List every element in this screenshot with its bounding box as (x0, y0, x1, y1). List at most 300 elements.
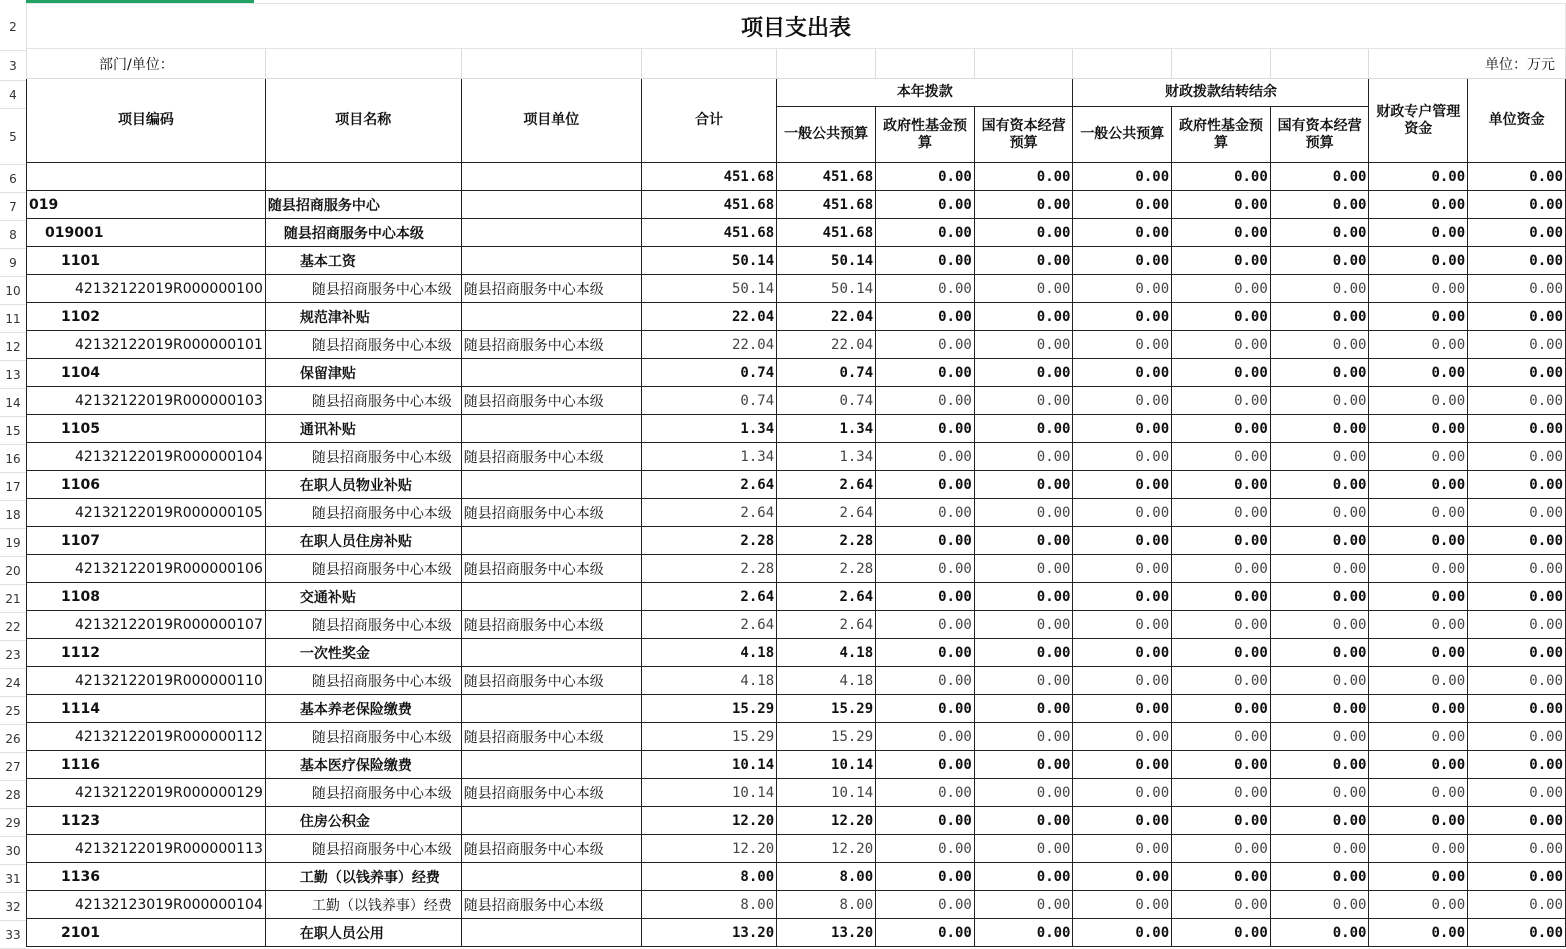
amount-cell[interactable]: 0.00 (1172, 443, 1271, 471)
code-cell[interactable]: 1116 (27, 751, 266, 779)
name-cell[interactable]: 随县招商服务中心本级 (265, 499, 461, 527)
amount-cell[interactable]: 0.00 (1073, 359, 1172, 387)
cell[interactable] (1270, 49, 1369, 79)
amount-cell[interactable]: 0.00 (1369, 723, 1468, 751)
amount-cell[interactable]: 2.64 (777, 499, 876, 527)
amount-cell[interactable]: 0.00 (974, 499, 1073, 527)
unit-cell[interactable] (461, 359, 641, 387)
unit-cell[interactable] (461, 415, 641, 443)
amount-cell[interactable]: 0.00 (1468, 387, 1566, 415)
amount-cell[interactable]: 0.00 (1172, 835, 1271, 863)
row-number[interactable]: 13 (0, 361, 26, 389)
amount-cell[interactable]: 0.00 (974, 443, 1073, 471)
code-cell[interactable]: 42132122019R000000110 (27, 667, 266, 695)
header-g1-fund-budget[interactable]: 政府性基金预算 (876, 107, 975, 163)
amount-cell[interactable]: 8.00 (777, 891, 876, 919)
unit-cell[interactable] (461, 191, 641, 219)
spreadsheet-grid[interactable] (26, 3, 1566, 947)
amount-cell[interactable]: 2.64 (777, 611, 876, 639)
amount-cell[interactable]: 22.04 (777, 331, 876, 359)
row-number[interactable]: 30 (0, 837, 26, 865)
amount-cell[interactable]: 0.00 (1073, 275, 1172, 303)
amount-cell[interactable]: 0.00 (1270, 303, 1369, 331)
row-number[interactable]: 11 (0, 305, 26, 333)
amount-cell[interactable]: 0.00 (1270, 163, 1369, 191)
amount-cell[interactable]: 0.00 (974, 611, 1073, 639)
code-cell[interactable]: 1107 (27, 527, 266, 555)
unit-cell[interactable]: 随县招商服务中心本级 (461, 443, 641, 471)
unit-cell[interactable] (461, 639, 641, 667)
amount-cell[interactable]: 0.00 (1468, 583, 1566, 611)
name-cell[interactable]: 工勤（以钱养事）经费 (265, 891, 461, 919)
code-cell[interactable]: 1101 (27, 247, 266, 275)
amount-cell[interactable]: 0.00 (1369, 359, 1468, 387)
row-number[interactable]: 21 (0, 585, 26, 613)
unit-cell[interactable] (461, 471, 641, 499)
amount-cell[interactable]: 1.34 (777, 443, 876, 471)
amount-cell[interactable]: 0.00 (1073, 611, 1172, 639)
unit-cell[interactable] (461, 695, 641, 723)
amount-cell[interactable]: 10.14 (777, 751, 876, 779)
amount-cell[interactable]: 0.00 (974, 415, 1073, 443)
amount-cell[interactable]: 0.00 (1468, 331, 1566, 359)
name-cell[interactable]: 住房公积金 (265, 807, 461, 835)
amount-cell[interactable]: 50.14 (641, 247, 776, 275)
amount-cell[interactable]: 0.00 (1270, 443, 1369, 471)
amount-cell[interactable]: 0.00 (974, 779, 1073, 807)
name-cell[interactable]: 通讯补贴 (265, 415, 461, 443)
amount-cell[interactable]: 8.00 (777, 863, 876, 891)
amount-cell[interactable]: 0.00 (1468, 863, 1566, 891)
row-number[interactable]: 20 (0, 557, 26, 585)
amount-cell[interactable]: 0.00 (876, 751, 975, 779)
amount-cell[interactable]: 0.00 (876, 275, 975, 303)
name-cell[interactable]: 随县招商服务中心本级 (265, 779, 461, 807)
row-number[interactable]: 10 (0, 277, 26, 305)
amount-cell[interactable]: 2.28 (641, 555, 776, 583)
amount-cell[interactable]: 0.00 (1468, 443, 1566, 471)
amount-cell[interactable]: 0.00 (1369, 275, 1468, 303)
unit-cell[interactable]: 随县招商服务中心本级 (461, 331, 641, 359)
unit-cell[interactable] (461, 247, 641, 275)
amount-cell[interactable]: 0.00 (1073, 807, 1172, 835)
row-number[interactable]: 31 (0, 865, 26, 893)
amount-cell[interactable]: 0.00 (876, 919, 975, 947)
amount-cell[interactable]: 0.00 (876, 387, 975, 415)
amount-cell[interactable]: 0.00 (876, 667, 975, 695)
amount-cell[interactable]: 0.00 (1369, 779, 1468, 807)
code-cell[interactable]: 1106 (27, 471, 266, 499)
amount-cell[interactable]: 0.00 (1073, 639, 1172, 667)
amount-cell[interactable]: 0.00 (876, 415, 975, 443)
amount-cell[interactable]: 0.00 (974, 331, 1073, 359)
amount-cell[interactable]: 0.00 (1270, 779, 1369, 807)
amount-cell[interactable]: 0.00 (1172, 247, 1271, 275)
amount-cell[interactable]: 0.00 (974, 219, 1073, 247)
header-name[interactable]: 项目名称 (265, 79, 461, 163)
row-number[interactable]: 4 (0, 81, 26, 109)
header-current-year-allocation[interactable]: 本年拨款 (777, 79, 1073, 107)
page-title[interactable]: 项目支出表 (27, 4, 1566, 49)
unit-cell[interactable] (461, 583, 641, 611)
code-cell[interactable]: 42132122019R000000129 (27, 779, 266, 807)
amount-cell[interactable]: 0.00 (1270, 359, 1369, 387)
code-cell[interactable] (27, 163, 266, 191)
amount-cell[interactable]: 0.00 (1369, 611, 1468, 639)
amount-cell[interactable]: 4.18 (641, 667, 776, 695)
amount-cell[interactable]: 13.20 (641, 919, 776, 947)
row-number[interactable]: 26 (0, 725, 26, 753)
row-number[interactable]: 24 (0, 669, 26, 697)
amount-cell[interactable]: 0.00 (1468, 527, 1566, 555)
amount-cell[interactable]: 0.00 (876, 331, 975, 359)
unit-cell[interactable] (461, 919, 641, 947)
amount-cell[interactable]: 0.00 (1073, 835, 1172, 863)
amount-cell[interactable]: 0.00 (1468, 611, 1566, 639)
amount-cell[interactable]: 2.64 (641, 611, 776, 639)
unit-cell[interactable] (461, 527, 641, 555)
amount-cell[interactable]: 0.00 (1172, 303, 1271, 331)
unit-cell[interactable] (461, 863, 641, 891)
amount-cell[interactable]: 0.00 (876, 807, 975, 835)
amount-cell[interactable]: 0.00 (1172, 611, 1271, 639)
amount-cell[interactable]: 0.00 (876, 695, 975, 723)
code-cell[interactable]: 1136 (27, 863, 266, 891)
amount-cell[interactable]: 0.00 (1073, 415, 1172, 443)
amount-cell[interactable]: 0.00 (1073, 387, 1172, 415)
name-cell[interactable]: 工勤（以钱养事）经费 (265, 863, 461, 891)
name-cell[interactable]: 随县招商服务中心本级 (265, 443, 461, 471)
unit-label[interactable]: 单位：万元 (1369, 49, 1566, 79)
amount-cell[interactable]: 0.00 (1172, 779, 1271, 807)
amount-cell[interactable]: 0.00 (1369, 695, 1468, 723)
name-cell[interactable]: 随县招商服务中心本级 (265, 667, 461, 695)
amount-cell[interactable]: 0.00 (974, 723, 1073, 751)
amount-cell[interactable]: 0.00 (1468, 471, 1566, 499)
row-number[interactable]: 7 (0, 193, 26, 221)
amount-cell[interactable]: 1.34 (641, 443, 776, 471)
amount-cell[interactable]: 0.00 (974, 639, 1073, 667)
amount-cell[interactable]: 0.00 (1468, 219, 1566, 247)
amount-cell[interactable]: 0.00 (1172, 695, 1271, 723)
amount-cell[interactable]: 0.00 (1468, 415, 1566, 443)
amount-cell[interactable]: 0.00 (876, 835, 975, 863)
row-number[interactable]: 32 (0, 893, 26, 921)
amount-cell[interactable]: 0.74 (641, 387, 776, 415)
unit-cell[interactable]: 随县招商服务中心本级 (461, 779, 641, 807)
code-cell[interactable]: 1102 (27, 303, 266, 331)
amount-cell[interactable]: 0.00 (1369, 835, 1468, 863)
amount-cell[interactable]: 0.00 (1468, 751, 1566, 779)
amount-cell[interactable]: 0.00 (876, 863, 975, 891)
amount-cell[interactable]: 0.00 (1369, 807, 1468, 835)
row-number[interactable]: 18 (0, 501, 26, 529)
code-cell[interactable]: 42132123019R000000104 (27, 891, 266, 919)
header-g1-general-budget[interactable]: 一般公共预算 (777, 107, 876, 163)
amount-cell[interactable]: 10.14 (641, 751, 776, 779)
amount-cell[interactable]: 0.00 (1468, 247, 1566, 275)
amount-cell[interactable]: 0.00 (1172, 499, 1271, 527)
amount-cell[interactable]: 0.00 (974, 863, 1073, 891)
amount-cell[interactable]: 0.00 (1172, 275, 1271, 303)
amount-cell[interactable]: 0.00 (876, 359, 975, 387)
amount-cell[interactable]: 0.00 (974, 527, 1073, 555)
amount-cell[interactable]: 0.00 (1468, 779, 1566, 807)
unit-cell[interactable]: 随县招商服务中心本级 (461, 667, 641, 695)
row-number[interactable]: 17 (0, 473, 26, 501)
amount-cell[interactable]: 0.00 (1369, 415, 1468, 443)
amount-cell[interactable]: 0.00 (1369, 863, 1468, 891)
amount-cell[interactable]: 0.00 (1468, 275, 1566, 303)
amount-cell[interactable]: 0.00 (1073, 667, 1172, 695)
amount-cell[interactable]: 0.00 (1468, 667, 1566, 695)
code-cell[interactable]: 1108 (27, 583, 266, 611)
amount-cell[interactable]: 451.68 (641, 219, 776, 247)
amount-cell[interactable]: 0.00 (1369, 891, 1468, 919)
amount-cell[interactable]: 0.00 (1468, 191, 1566, 219)
amount-cell[interactable]: 0.00 (1073, 863, 1172, 891)
amount-cell[interactable]: 0.00 (974, 359, 1073, 387)
amount-cell[interactable]: 15.29 (777, 695, 876, 723)
amount-cell[interactable]: 4.18 (777, 667, 876, 695)
unit-cell[interactable] (461, 807, 641, 835)
amount-cell[interactable]: 0.00 (1073, 891, 1172, 919)
amount-cell[interactable]: 0.00 (1270, 863, 1369, 891)
amount-cell[interactable]: 0.00 (1172, 891, 1271, 919)
code-cell[interactable]: 42132122019R000000103 (27, 387, 266, 415)
unit-cell[interactable]: 随县招商服务中心本级 (461, 891, 641, 919)
code-cell[interactable]: 42132122019R000000113 (27, 835, 266, 863)
name-cell[interactable]: 随县招商服务中心本级 (265, 611, 461, 639)
amount-cell[interactable]: 0.00 (1468, 919, 1566, 947)
amount-cell[interactable]: 0.00 (1073, 163, 1172, 191)
row-number[interactable]: 6 (0, 165, 26, 193)
row-number[interactable]: 9 (0, 249, 26, 277)
amount-cell[interactable]: 0.00 (1468, 891, 1566, 919)
code-cell[interactable]: 42132122019R000000100 (27, 275, 266, 303)
amount-cell[interactable]: 0.00 (1172, 359, 1271, 387)
amount-cell[interactable]: 1.34 (641, 415, 776, 443)
code-cell[interactable]: 2101 (27, 919, 266, 947)
amount-cell[interactable]: 0.00 (1172, 863, 1271, 891)
row-number[interactable]: 29 (0, 809, 26, 837)
name-cell[interactable]: 一次性奖金 (265, 639, 461, 667)
amount-cell[interactable]: 0.00 (1468, 835, 1566, 863)
amount-cell[interactable]: 0.00 (1369, 247, 1468, 275)
code-cell[interactable]: 42132122019R000000112 (27, 723, 266, 751)
code-cell[interactable]: 1112 (27, 639, 266, 667)
header-code[interactable]: 项目编码 (27, 79, 266, 163)
amount-cell[interactable]: 0.00 (974, 835, 1073, 863)
unit-cell[interactable] (461, 219, 641, 247)
amount-cell[interactable]: 0.00 (1369, 331, 1468, 359)
name-cell[interactable]: 基本医疗保险缴费 (265, 751, 461, 779)
amount-cell[interactable]: 12.20 (641, 807, 776, 835)
header-g1-state-capital-budget[interactable]: 国有资本经营预算 (974, 107, 1073, 163)
amount-cell[interactable]: 0.00 (1270, 639, 1369, 667)
amount-cell[interactable]: 10.14 (777, 779, 876, 807)
row-number[interactable]: 5 (0, 109, 26, 165)
cell[interactable] (461, 49, 641, 79)
amount-cell[interactable]: 2.28 (641, 527, 776, 555)
amount-cell[interactable]: 0.00 (1468, 807, 1566, 835)
amount-cell[interactable]: 0.00 (1468, 695, 1566, 723)
amount-cell[interactable]: 2.64 (641, 471, 776, 499)
amount-cell[interactable]: 0.00 (1073, 247, 1172, 275)
amount-cell[interactable]: 0.00 (1172, 583, 1271, 611)
unit-cell[interactable]: 随县招商服务中心本级 (461, 611, 641, 639)
row-number[interactable]: 3 (0, 51, 26, 81)
amount-cell[interactable]: 0.00 (1369, 219, 1468, 247)
amount-cell[interactable]: 0.00 (1270, 247, 1369, 275)
cell[interactable] (641, 49, 776, 79)
name-cell[interactable]: 保留津贴 (265, 359, 461, 387)
amount-cell[interactable]: 0.00 (1270, 723, 1369, 751)
amount-cell[interactable]: 0.00 (1369, 163, 1468, 191)
code-cell[interactable]: 019001 (27, 219, 266, 247)
unit-cell[interactable]: 随县招商服务中心本级 (461, 723, 641, 751)
name-cell[interactable]: 随县招商服务中心本级 (265, 331, 461, 359)
amount-cell[interactable]: 0.00 (876, 527, 975, 555)
amount-cell[interactable]: 1.34 (777, 415, 876, 443)
amount-cell[interactable]: 2.28 (777, 527, 876, 555)
unit-cell[interactable]: 随县招商服务中心本级 (461, 275, 641, 303)
cell[interactable] (1172, 49, 1271, 79)
amount-cell[interactable]: 15.29 (777, 723, 876, 751)
header-unit-funds[interactable]: 单位资金 (1468, 79, 1566, 163)
amount-cell[interactable]: 0.00 (1073, 219, 1172, 247)
amount-cell[interactable]: 0.00 (1369, 471, 1468, 499)
amount-cell[interactable]: 0.00 (1270, 415, 1369, 443)
row-number[interactable]: 16 (0, 445, 26, 473)
amount-cell[interactable]: 0.00 (1369, 667, 1468, 695)
unit-cell[interactable]: 随县招商服务中心本级 (461, 555, 641, 583)
amount-cell[interactable]: 0.00 (1270, 611, 1369, 639)
amount-cell[interactable]: 0.00 (876, 163, 975, 191)
amount-cell[interactable]: 0.00 (876, 555, 975, 583)
amount-cell[interactable]: 0.00 (1270, 891, 1369, 919)
amount-cell[interactable]: 0.00 (876, 471, 975, 499)
amount-cell[interactable]: 8.00 (641, 891, 776, 919)
amount-cell[interactable]: 15.29 (641, 723, 776, 751)
amount-cell[interactable]: 0.00 (1172, 751, 1271, 779)
amount-cell[interactable]: 0.00 (1172, 807, 1271, 835)
amount-cell[interactable]: 0.00 (974, 163, 1073, 191)
cell[interactable] (1073, 49, 1172, 79)
name-cell[interactable]: 随县招商服务中心本级 (265, 219, 461, 247)
amount-cell[interactable]: 0.00 (1073, 191, 1172, 219)
amount-cell[interactable]: 15.29 (641, 695, 776, 723)
name-cell[interactable]: 规范津补贴 (265, 303, 461, 331)
header-g2-general-budget[interactable]: 一般公共预算 (1073, 107, 1172, 163)
amount-cell[interactable]: 0.00 (1073, 443, 1172, 471)
amount-cell[interactable]: 0.00 (876, 611, 975, 639)
amount-cell[interactable]: 12.20 (777, 835, 876, 863)
amount-cell[interactable]: 10.14 (641, 779, 776, 807)
amount-cell[interactable]: 0.00 (1172, 527, 1271, 555)
name-cell[interactable]: 随县招商服务中心本级 (265, 555, 461, 583)
amount-cell[interactable]: 0.00 (974, 275, 1073, 303)
amount-cell[interactable]: 0.00 (1270, 919, 1369, 947)
amount-cell[interactable]: 0.00 (974, 695, 1073, 723)
row-number[interactable]: 33 (0, 921, 26, 949)
amount-cell[interactable]: 0.00 (1073, 527, 1172, 555)
code-cell[interactable]: 1104 (27, 359, 266, 387)
header-carryover-balance[interactable]: 财政拨款结转结余 (1073, 79, 1369, 107)
amount-cell[interactable]: 0.00 (876, 499, 975, 527)
amount-cell[interactable]: 0.00 (1172, 639, 1271, 667)
header-unit[interactable]: 项目单位 (461, 79, 641, 163)
name-cell[interactable]: 在职人员物业补贴 (265, 471, 461, 499)
amount-cell[interactable]: 0.00 (1468, 359, 1566, 387)
cell[interactable] (777, 49, 876, 79)
amount-cell[interactable]: 451.68 (777, 163, 876, 191)
amount-cell[interactable]: 0.00 (974, 891, 1073, 919)
row-number[interactable]: 25 (0, 697, 26, 725)
amount-cell[interactable]: 50.14 (777, 247, 876, 275)
amount-cell[interactable]: 0.00 (876, 891, 975, 919)
amount-cell[interactable]: 0.00 (1369, 639, 1468, 667)
amount-cell[interactable]: 451.68 (777, 191, 876, 219)
amount-cell[interactable]: 0.00 (1270, 835, 1369, 863)
amount-cell[interactable]: 451.68 (777, 219, 876, 247)
name-cell[interactable]: 随县招商服务中心本级 (265, 723, 461, 751)
amount-cell[interactable]: 0.00 (1270, 191, 1369, 219)
amount-cell[interactable]: 0.00 (1172, 219, 1271, 247)
amount-cell[interactable]: 0.00 (1270, 807, 1369, 835)
name-cell[interactable]: 在职人员公用 (265, 919, 461, 947)
amount-cell[interactable]: 0.00 (1369, 751, 1468, 779)
row-number[interactable]: 2 (0, 3, 26, 51)
code-cell[interactable]: 1114 (27, 695, 266, 723)
code-cell[interactable]: 019 (27, 191, 266, 219)
header-total[interactable]: 合计 (641, 79, 776, 163)
amount-cell[interactable]: 0.00 (1369, 527, 1468, 555)
amount-cell[interactable]: 0.00 (1369, 191, 1468, 219)
amount-cell[interactable]: 0.00 (1172, 555, 1271, 583)
unit-cell[interactable] (461, 751, 641, 779)
amount-cell[interactable]: 22.04 (777, 303, 876, 331)
code-cell[interactable]: 42132122019R000000107 (27, 611, 266, 639)
row-number[interactable]: 14 (0, 389, 26, 417)
amount-cell[interactable]: 0.00 (876, 219, 975, 247)
amount-cell[interactable]: 0.74 (777, 359, 876, 387)
amount-cell[interactable]: 0.00 (1073, 751, 1172, 779)
row-number[interactable]: 12 (0, 333, 26, 361)
amount-cell[interactable]: 0.00 (1270, 667, 1369, 695)
amount-cell[interactable]: 0.00 (1468, 163, 1566, 191)
amount-cell[interactable]: 451.68 (641, 163, 776, 191)
amount-cell[interactable]: 0.00 (1270, 695, 1369, 723)
amount-cell[interactable]: 0.00 (1468, 639, 1566, 667)
amount-cell[interactable]: 0.00 (876, 443, 975, 471)
amount-cell[interactable]: 0.74 (777, 387, 876, 415)
amount-cell[interactable]: 4.18 (777, 639, 876, 667)
amount-cell[interactable]: 0.00 (974, 583, 1073, 611)
amount-cell[interactable]: 0.00 (974, 247, 1073, 275)
amount-cell[interactable]: 0.00 (1172, 191, 1271, 219)
amount-cell[interactable]: 0.00 (1073, 919, 1172, 947)
code-cell[interactable]: 1105 (27, 415, 266, 443)
amount-cell[interactable]: 0.00 (1468, 555, 1566, 583)
header-g2-fund-budget[interactable]: 政府性基金预算 (1172, 107, 1271, 163)
amount-cell[interactable]: 0.00 (1468, 723, 1566, 751)
amount-cell[interactable]: 0.00 (1468, 499, 1566, 527)
amount-cell[interactable]: 0.00 (1172, 723, 1271, 751)
name-cell[interactable] (265, 163, 461, 191)
amount-cell[interactable]: 0.00 (1270, 275, 1369, 303)
code-cell[interactable]: 1123 (27, 807, 266, 835)
